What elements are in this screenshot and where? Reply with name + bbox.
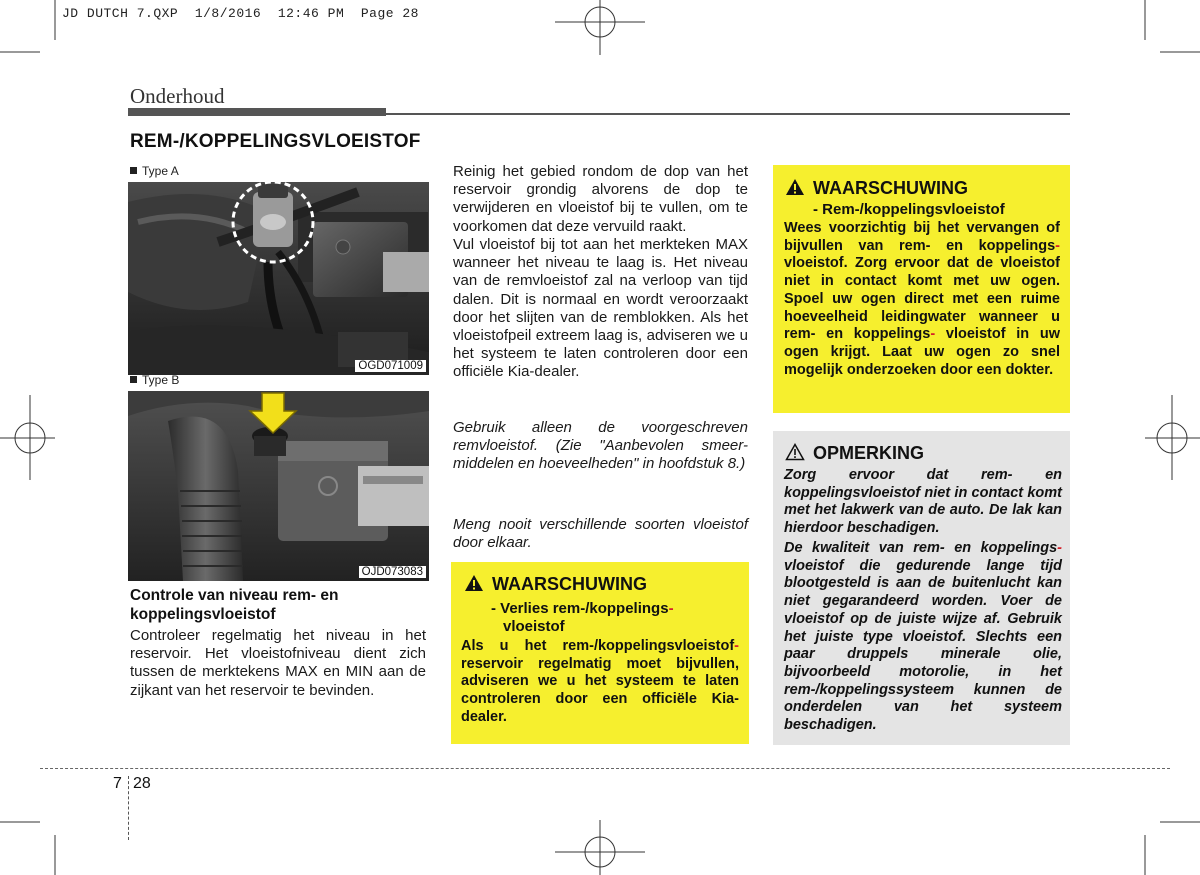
- hyphen-red: -: [930, 326, 936, 343]
- fluid-spec-text: Gebruik alleen de voorgeschreven remvloeistof. (Zie "Aanbevolen smeer-middelen en hoeveelheden" in hoofdstuk 8.): [453, 419, 748, 473]
- warning-box-fluid-eyes: [773, 165, 1070, 413]
- bullet-square-icon: [130, 167, 137, 174]
- no-mixing-text: Meng nooit verschillende soorten vloeistof door elkaar.: [453, 516, 748, 552]
- page-heading: REM-/KOPPELINGSVLOEISTOF: [130, 131, 421, 152]
- refill-text: Vul vloeistof bij tot aan het merkteken MAX wanneer het niveau te laag is. Het niveau van de remvloeistof zal na verloop van tijd dalen. Dit is normaal en wordt veroorzaakt door het slijten van de remblokken. Als het vloeistofpeil extreem laag is, adviseren we u het systeem te laten controleren door een officiële Kia-dealer.: [453, 236, 748, 381]
- section-rule-line: [386, 113, 1070, 115]
- engine-bay-a-image: [128, 182, 429, 375]
- section-rule-bar: [128, 108, 386, 116]
- check-level-heading: Controle van niveau rem- en koppelingsvloeistof: [130, 587, 339, 623]
- photo-b-code: OJD073083: [359, 566, 426, 578]
- photo-b-label: Type B: [130, 373, 179, 387]
- print-slug: JD DUTCH 7.QXP 1/8/2016 12:46 PM Page 28: [62, 6, 419, 21]
- photo-type-b: [128, 391, 429, 581]
- warning-subtitle: - Verlies rem-/koppelings- vloeistof: [491, 600, 674, 635]
- warning-text: Wees voorzichtig bij het vervangen of bijvullen van rem- en koppelings- vloeistof. Zorg ervoor dat de vloeistof niet in contact komt met uw ogen. Spoel uw ogen direct met een ruime hoeveelheid leidingwater wanneer u rem- en koppelings- vloeistof in uw ogen krijgt. Laat uw ogen zo snel mogelijk onderzoeken door een dokter.: [784, 220, 1061, 378]
- note-text-quality: De kwaliteit van rem- en koppelings- vloeistof die gedurende lange tijd blootgesteld is aan de buitenlucht kan niet gegarandeerd worden. Voer de vloeistof op de juiste wijze af. Gebruik het juiste type vloeistof. Slechts een paar druppels minerale olie, bijvoorbeeld motorolie, in het rem-/koppelingssysteem kunnen de onderdelen van het systeem beschadigen.: [784, 540, 1062, 734]
- note-box: [773, 431, 1070, 745]
- warning-triangle-icon: [785, 178, 805, 196]
- page-number: 28: [133, 775, 151, 792]
- check-level-text: Controleer regelmatig het niveau in het reservoir. Het vloeistofniveau dient zich tussen de merktekens MAX en MIN aan de zijkant van het reservoir te bevinden.: [130, 627, 426, 699]
- note-text-paint: Zorg ervoor dat rem- en koppelingsvloeistof niet in contact komt met het lakwerk van de auto. De lak kan hierdoor beschadigen.: [784, 467, 1062, 537]
- warning-heading: WAARSCHUWING: [785, 178, 968, 199]
- warning-subtitle: - Rem-/koppelingsvloeistof: [813, 201, 1005, 218]
- note-heading: OPMERKING: [785, 443, 924, 464]
- hyphen-red: -: [1055, 237, 1060, 254]
- bullet-square-icon: [130, 376, 137, 383]
- clean-cap-text: Reinig het gebied rondom de dop van het reservoir grondig alvorens de dop te verwijderen en vloeistof bij te vullen, om te voorkomen dat deze vervuild raakt.: [453, 163, 748, 235]
- warning-heading: WAARSCHUWING: [464, 574, 647, 595]
- photo-a-label: Type A: [130, 164, 179, 178]
- section-title: Onderhoud: [130, 84, 225, 108]
- warning-text: Als u het rem-/koppelingsvloeistof- reservoir regelmatig moet bijvullen, adviseren we u het systeem te laten controleren door een officiële Kia-dealer.: [461, 638, 739, 725]
- engine-bay-b-image: [128, 391, 429, 581]
- warning-triangle-icon: [464, 574, 484, 592]
- hyphen-red: -: [668, 600, 674, 617]
- footer-rule: [40, 768, 1170, 769]
- hyphen-red: -: [734, 638, 739, 654]
- warning-box-fluid-loss: [451, 562, 749, 744]
- photo-a-code: OGD071009: [355, 360, 426, 372]
- footer-divider: [128, 776, 129, 840]
- chapter-number: 7: [113, 775, 122, 792]
- photo-type-a: [128, 182, 429, 375]
- hyphen-red: -: [1057, 540, 1062, 556]
- caution-triangle-icon: [785, 443, 805, 461]
